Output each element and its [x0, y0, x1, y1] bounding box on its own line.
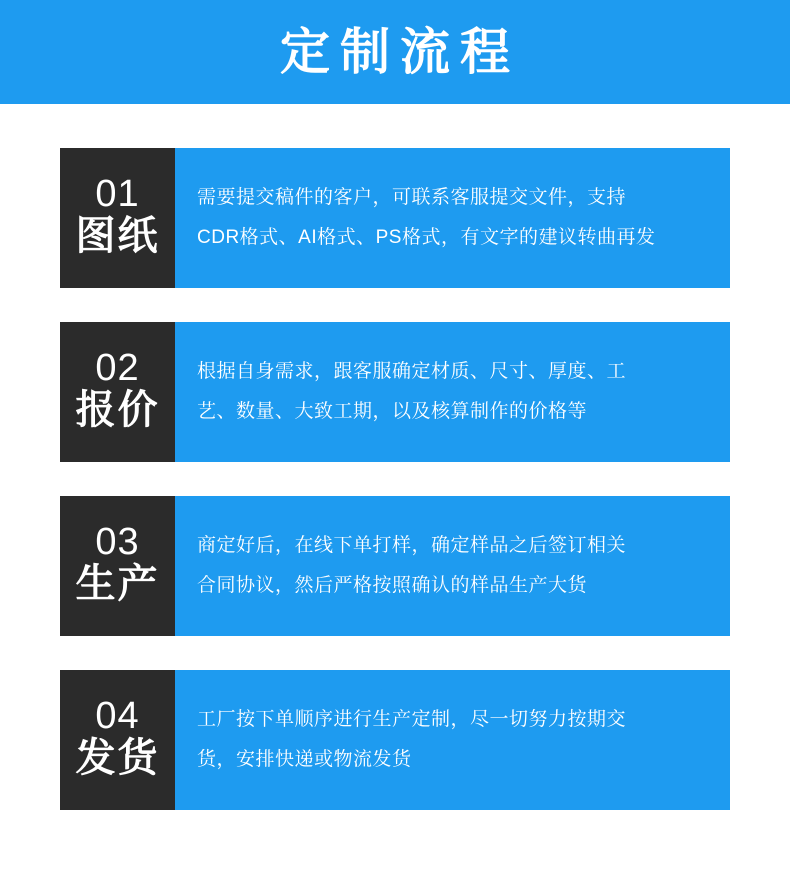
step-description-line: 艺、数量、大致工期，以及核算制作的价格等 — [197, 401, 588, 422]
step-description-line: 工厂按下单顺序进行生产定制，尽一切努力按期交 — [197, 709, 627, 730]
step-description-line: 合同协议，然后严格按照确认的样品生产大货 — [197, 575, 588, 596]
step-description-line: CDR格式、AI格式、PS格式，有文字的建议转曲再发 — [197, 227, 656, 248]
step-badge — [60, 670, 175, 810]
step-number: 04 — [95, 695, 140, 738]
step-number: 03 — [95, 521, 140, 564]
step-description — [175, 496, 730, 636]
step-number: 01 — [95, 173, 140, 216]
step-number: 02 — [95, 347, 140, 390]
page-title: 定制流程 — [280, 24, 520, 80]
step-description — [175, 322, 730, 462]
step-word: 报价 — [75, 387, 160, 432]
step-item — [60, 496, 730, 636]
steps-list — [0, 104, 790, 810]
step-word: 发货 — [75, 735, 160, 780]
step-badge — [60, 496, 175, 636]
step-description-line: 货，安排快递或物流发货 — [197, 749, 412, 770]
step-description-line: 需要提交稿件的客户，可联系客服提交文件，支持 — [197, 187, 627, 208]
step-item — [60, 322, 730, 462]
step-item — [60, 148, 730, 288]
header-banner — [0, 0, 790, 104]
step-description — [175, 670, 730, 810]
step-description-line: 商定好后，在线下单打样，确定样品之后签订相关 — [197, 535, 627, 556]
step-item — [60, 670, 730, 810]
step-badge — [60, 322, 175, 462]
step-description-line: 根据自身需求，跟客服确定材质、尺寸、厚度、工 — [197, 361, 627, 382]
step-word: 图纸 — [75, 213, 160, 258]
step-description — [175, 148, 730, 288]
step-badge — [60, 148, 175, 288]
step-word: 生产 — [75, 561, 160, 606]
footer-spacer — [0, 844, 790, 874]
